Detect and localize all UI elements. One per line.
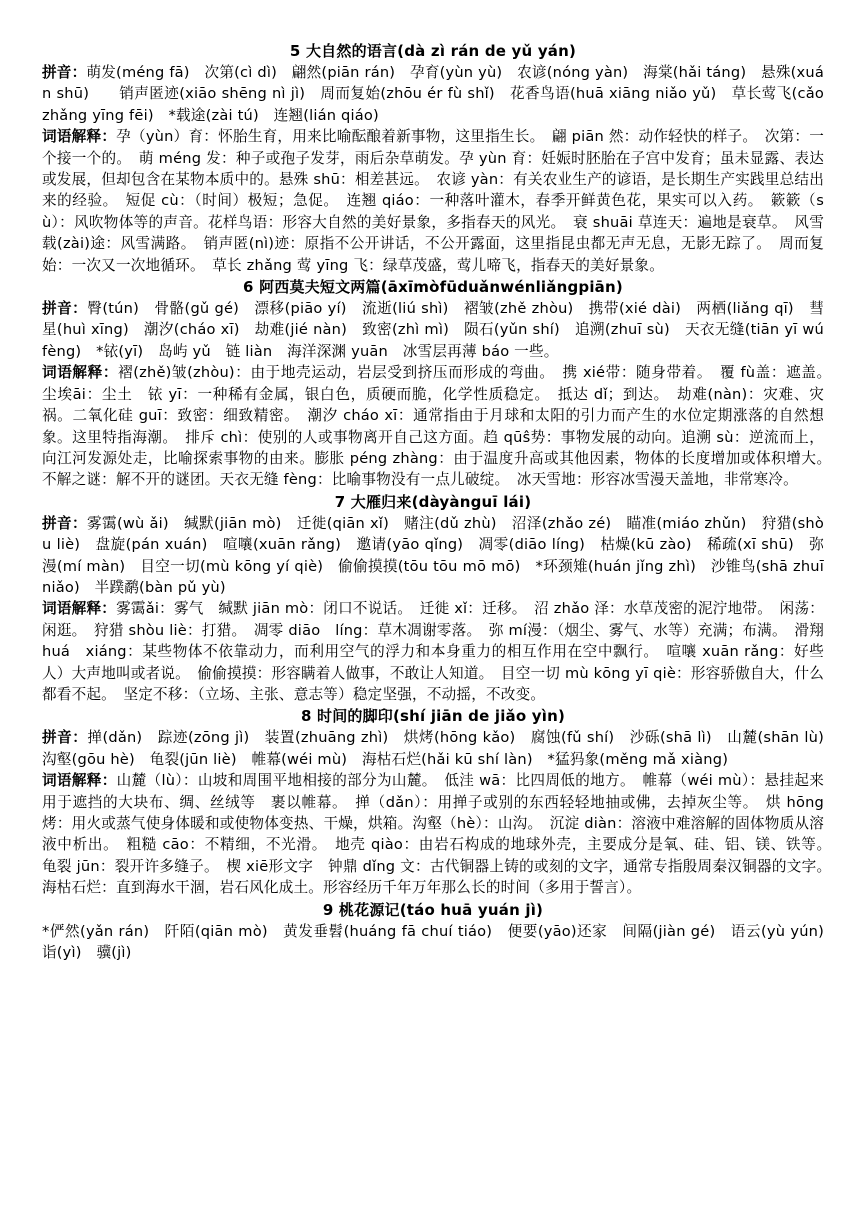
- section-7: [42, 491, 824, 706]
- pinyin-paragraph: [42, 298, 824, 362]
- pinyin-text: 掸(dǎn) 踪迹(zōng jì) 装置(zhuāng zhì) 烘烤(hōng kǎo) 腐蚀(fǔ shí) 沙砾(shā lì) 山麓(shān lù) 沟壑(gōu hè) 龟裂(jūn liè) 帷幕(wéi mù) 海枯石烂(hǎi kū shí làn) *猛犸象(měng mǎ xiàng): [42, 729, 839, 768]
- explanation-label: 词语解释：: [42, 600, 117, 618]
- pinyin-text: 雾霭(wù ǎi) 缄默(jiān mò) 迁徙(qiān xǐ) 赌注(dǔ zhù) 沼泽(zhǎo zé) 瞄准(miáo zhǔn) 狩猎(shòu liè) 盘旋(pán xuán) 喧嚷(xuān rǎng) 邀请(yāo qǐng) 凋零(diāo líng) 枯燥(kū zào) 稀疏(xī shū) 弥漫(mí màn) 目空一切(mù kōng yí qiè) 偷偷摸摸(tōu tōu mō mō) *环颈雉(huán jǐng zhì) 沙锥鸟(shā zhuī niǎo) 半蹼鹬(bàn pǔ yù): [42, 514, 824, 596]
- section-6: [42, 276, 839, 491]
- section-title: 8 时间的脚印(shí jiān de jiǎo yìn): [300, 707, 566, 726]
- explanation-text: 雾霭ǎi：雾气 缄默 jiān mò：闭口不说话。 迁徙 xǐ：迁移。 沼 zhǎo 泽：水草茂密的泥泞地带。 闲荡：闲逛。 狩猎 shòu liè：打猎。 凋零 diāo líng：草木凋谢零落。 弥 mí漫：（烟尘、雾气、水等）充满；布满。 滑翔 huá xiáng：某些物体不依靠动力，而利用空气的浮力和本身重力的相互作用在空中飘行。 喧嚷 xuān rǎng：好些人）大声地叫或者说。 偷偷摸摸：形容瞒着人做事，不敢让人知道。 目空一切 mù kōng yī qiè：形容骄傲自大，什么都看不起。 坚定不移：（立场、主张、意志等）稳定坚强，不动摇，不改变。: [42, 600, 824, 703]
- pinyin-paragraph: [42, 921, 839, 964]
- explanation-paragraph: [42, 598, 824, 705]
- explanation-paragraph: [42, 770, 839, 898]
- explanation-paragraph: [42, 362, 839, 490]
- pinyin-label: 拼音：: [42, 64, 87, 81]
- explanation-text: 山麓（lù）：山坡和周围平地相接的部分为山麓。 低洼 wā：比四周低的地方。 帷幕（wéi mù）：悬挂起来用于遮挡的大块布、绸、丝绒等 裹以帷幕。 掸（dǎn）：用掸子或别的东西轻轻地抽或佛，去掉灰尘等。 烘 hōng 烤：用火或蒸气使身体暖和或使物体变热、干燥，烘箱。沟壑（hè）：山沟。 沉淀 diàn：溶液中难溶解的固体物质从溶液中析出。 粗糙 cāo：不精细，不光滑。 地壳 qiào：由岩石构成的地球外壳，主要成分是氧、硅、铝、镁、铁等。 龟裂 jūn：裂开许多缝子。 楔 xiē形文字 钟鼎 dǐng 文：古代铜器上铸的或刻的文字，通常专指殷周秦汉铜器的文字。 海枯石烂：直到海水干涸，岩石风化成土。形容经历千年万年那么长的时间（多用于誓言）。: [42, 772, 839, 897]
- section-9: [42, 899, 839, 964]
- pinyin-paragraph: [42, 513, 824, 599]
- explanation-text: 孕（yùn）育：怀胎生育，用来比喻酝酿着新事物，这里指生长。 翩 piān 然：动作轻快的样子。 次第：一个接一个的。 萌 méng 发：种子或孢子发芽，雨后杂草萌发。孕 yùn 育：妊娠时胚胎在子宫中发育；虽未显露、表达或发展，但却包含在某物本质中的。悬殊 shū：相差甚远。 农谚 yàn：有关农业生产的谚语，是长期生产实践里总结出来的经验。 短促 cù：（时间）极短；急促。 连翘 qiáo：一种落叶灌木，春季开鲜黄色花，果实可以入药。 簌簌（sù）：风吹物体等的声音。花样鸟语：形容大自然的美好景象，多指春天的风光。 衰 shuāi 草连天：遍地是衰草。 风雪载(zài)途：风雪满路。 销声匿(nì)迹：原指不公开讲话，不公开露面，这里指昆虫都无声无息，无影无踪了。 周而复始：一次又一次地循环。 草长 zhǎng 莺 yīng 飞：绿草茂盛，莺儿啼飞，指春天的美好景象。: [42, 128, 824, 274]
- section-title: 9 桃花源记(táo huā yuán jì): [322, 900, 544, 919]
- pinyin-paragraph: [42, 62, 824, 126]
- explanation-label: 词语解释：: [42, 364, 119, 382]
- explanation-text: 褶(zhě)皱(zhòu)：由于地壳运动，岩层受到挤压而形成的弯曲。 携 xié带：随身带着。 覆 fù盖：遮盖。 尘埃āi：尘土 铱 yī：一种稀有金属，银白色，质硬而脆，化学性质稳定。 抵达 dǐ；到达。 劫难(nàn)：灾难、灾祸。二氧化硅 guī：致密：细致精密。 潮汐 cháo xī：通常指由于月球和太阳的引力而产生的水位定期涨落的自然想象。这里特指海潮。 排斥 chì：使别的人或事物离开自己这方面。趋 qūŝ势：事物发展的动向。追溯 sù：逆流而上，向江河发源处走，比喻探索事物的由来。膨胀 péng zhàng：由于温度升高或其他因素，物体的长度增加或体积增大。 不解之谜：解不开的谜团。天衣无缝 fèng：比喻事物没有一点儿破绽。 冰天雪地：形容冰雪漫天盖地，非常寒冷。: [42, 364, 839, 489]
- pinyin-label: 拼音：: [42, 729, 88, 747]
- explanation-label: 词语解释：: [42, 128, 117, 146]
- explanation-label: 词语解释：: [42, 772, 117, 790]
- pinyin-text: 臀(tún) 骨骼(gǔ gé) 漂移(piāo yí) 流逝(liú shì) 褶皱(zhě zhòu) 携带(xié dài) 两栖(liǎng qī) 彗星(huì xīng) 潮汐(cháo xī) 劫难(jié nàn) 致密(zhì mì) 陨石(yǔn shí) 追溯(zhuī sù) 天衣无缝(tiān yī wú fèng) *铱(yī) 岛屿 yǔ 链 liàn 海洋深渊 yuān 冰雪层再薄 báo 一些。: [42, 300, 824, 360]
- pinyin-paragraph: [42, 727, 839, 770]
- section-8: [42, 705, 839, 898]
- explanation-paragraph: [42, 126, 824, 276]
- pinyin-label: 拼音：: [42, 300, 88, 318]
- section-5: [42, 40, 824, 276]
- section-title: 5 大自然的语言(dà zì rán de yǔ yán): [289, 42, 577, 60]
- section-title: 7 大雁归来(dàyànguī lái): [334, 492, 532, 511]
- section-title: 6 阿西莫夫短文两篇(āxīmòfūduǎnwénliǎngpiān): [243, 278, 623, 297]
- pinyin-text: 萌发(méng fā) 次第(cì dì) 翩然(piān rán) 孕育(yùn yù) 农谚(nóng yàn) 海棠(hǎi táng) 悬殊(xuán shū) 销声匿迹(xiāo shēng nì jì) 周而复始(zhōu ér fù shǐ) 花香鸟语(huā xiāng niǎo yǔ) 草长莺飞(cǎo zhǎng yīng fēi) *载途(zài tú) 连翘(lián qiáo): [42, 64, 824, 124]
- pinyin-label: 拼音：: [42, 514, 88, 532]
- pinyin-text: *俨然(yǎn rán) 阡陌(qiān mò) 黄发垂髫(huáng fā chuí tiáo) 便要(yāo)还家 间隔(jiàn gé) 语云(yù yún) 诣(yì) 骥(jì): [42, 922, 839, 962]
